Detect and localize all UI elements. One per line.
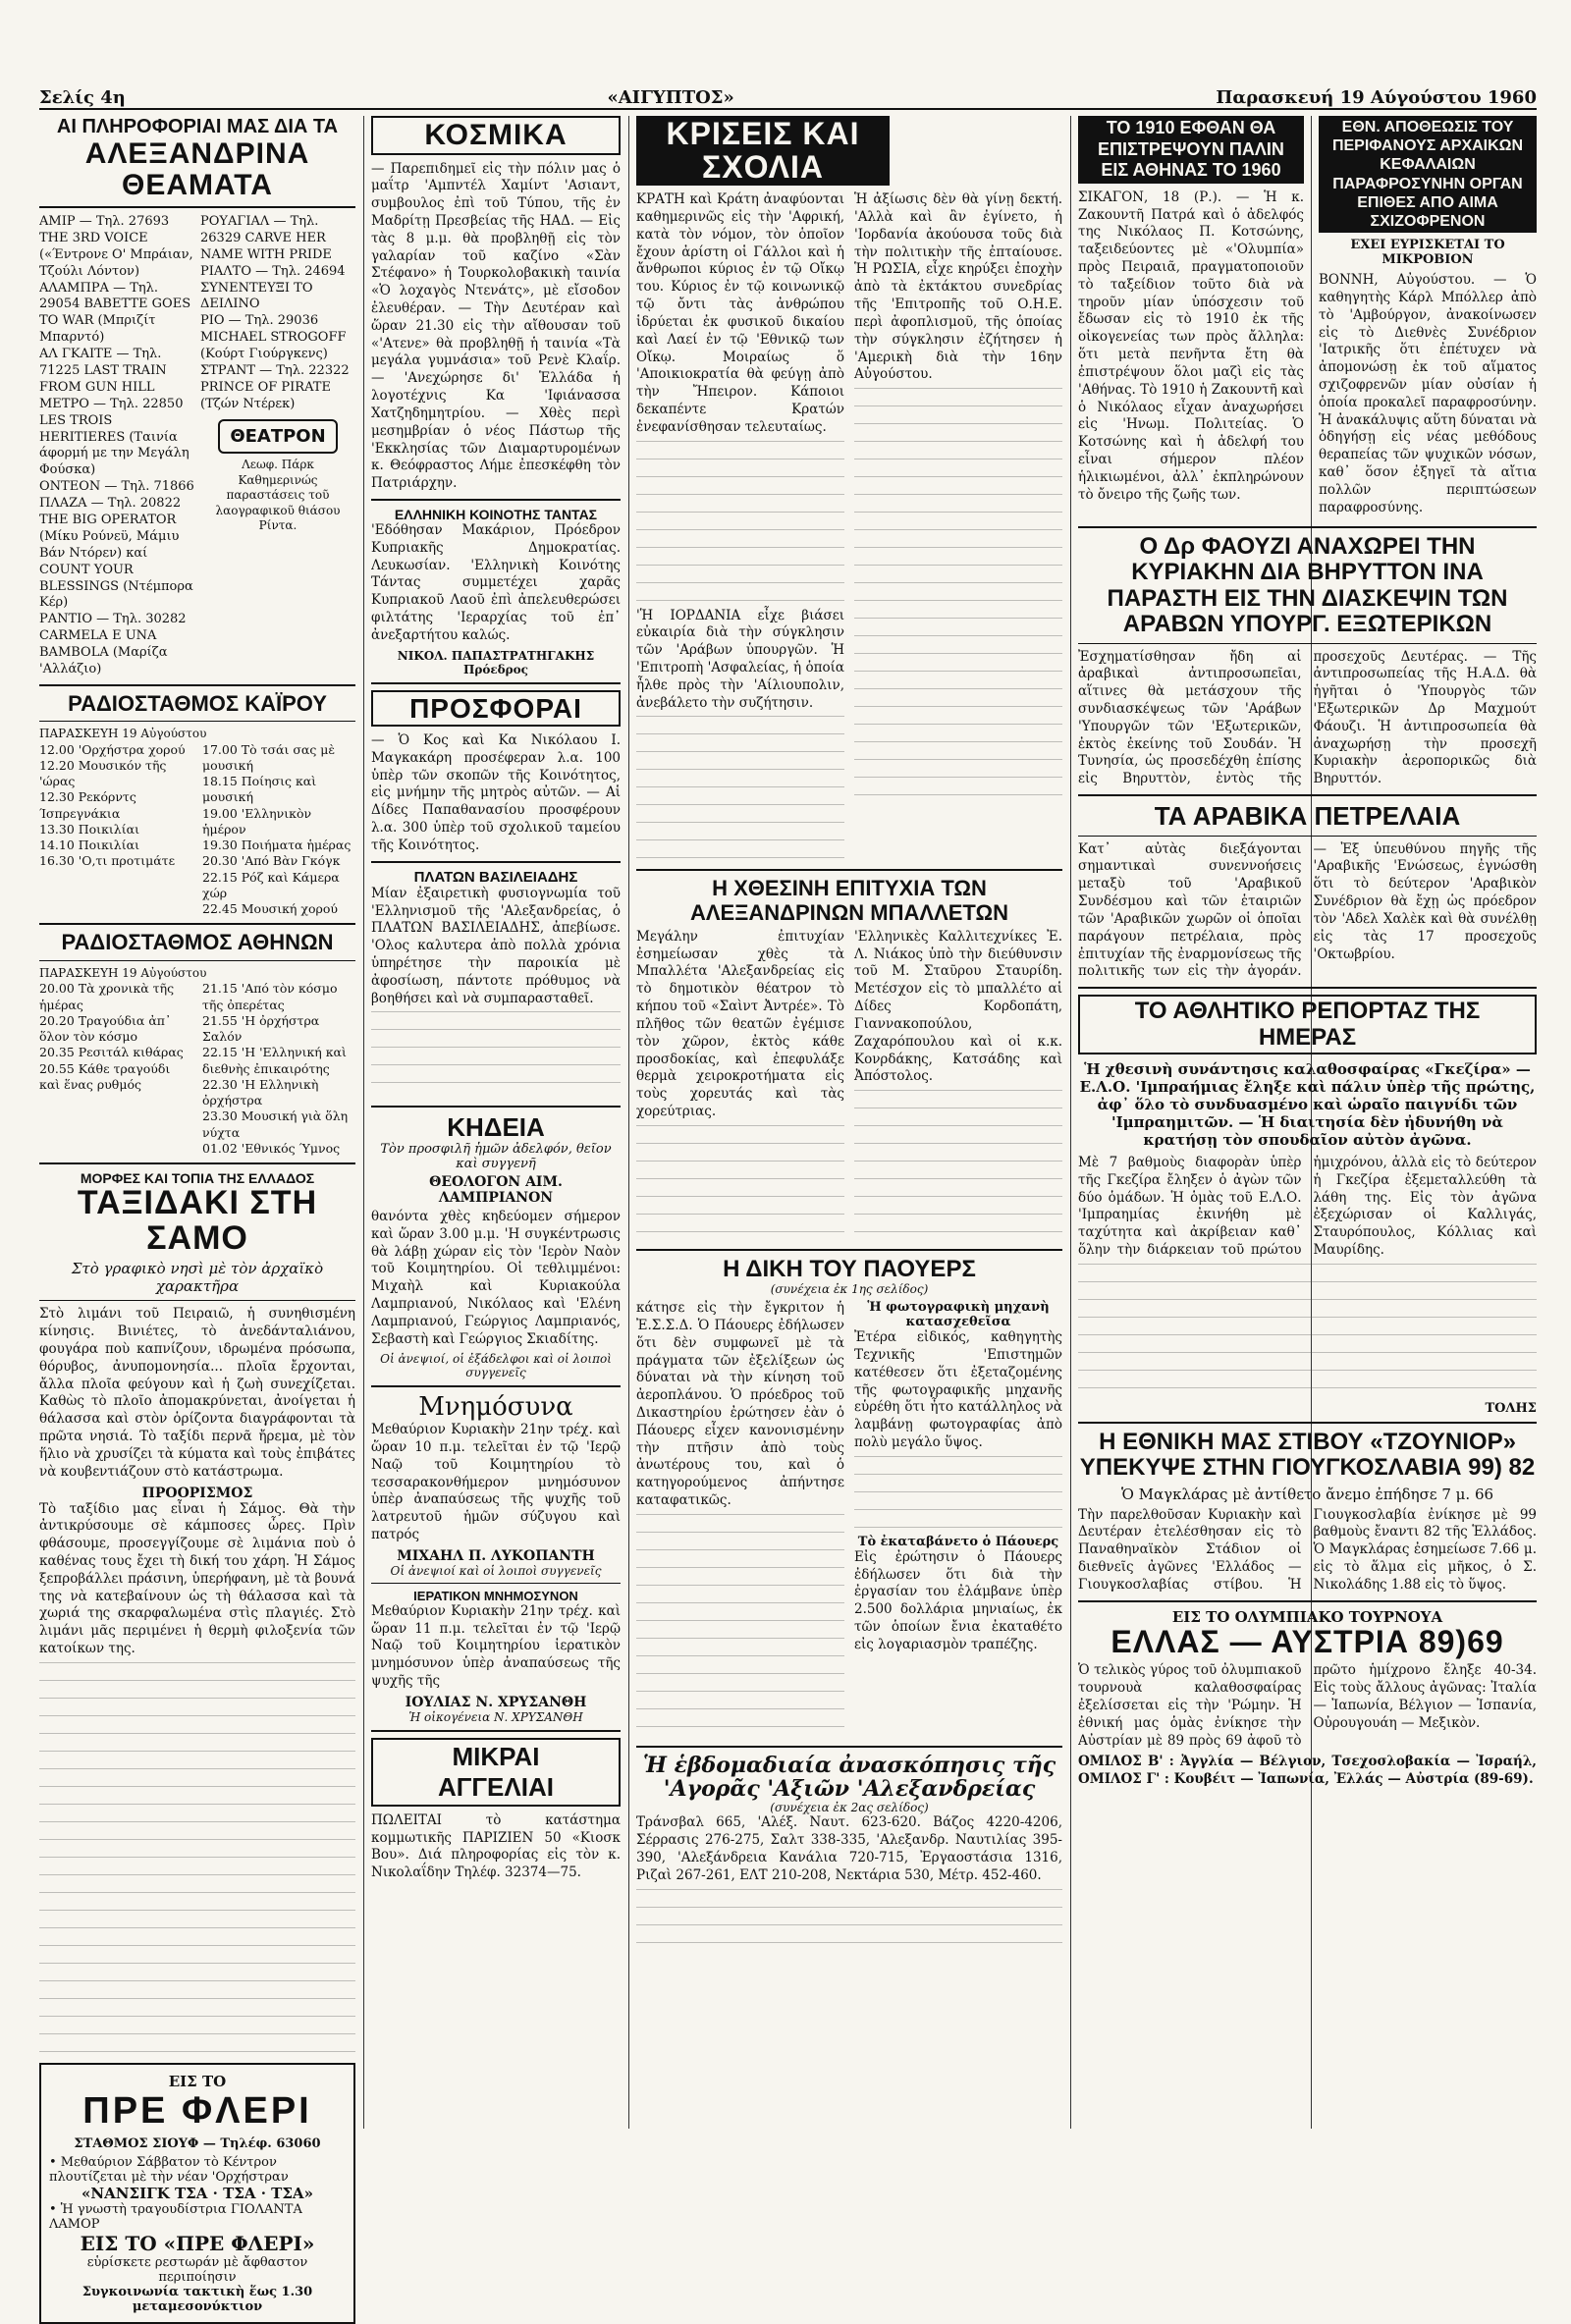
bourse-headline: Ἡ ἑβδομαδιαία ἀνασκόπησις τῆς 'Αγορᾶς 'Αξιῶν 'Αλεξανδρείας (642, 1752, 1056, 1803)
petroleum-body: Κατ᾽ αὐτὰς διεξάγονται σημαντικαὶ συνεννοήσεις μεταξὺ τοῦ 'Αραβικοῦ Συνδέσμου καὶ τῶν ἑταιριῶν τῶν 'Αραβικῶν χωρῶν οἱ ὁποῖαι παράγουν πετρέλαια, πρὸς ἐπιτυχίαν τῆς ἐναρμονίσεως τῆς πολιτικῆς των εἰς τὴν ἀγοράν. — Ἐξ ὑπευθύνου πηγῆς τῆς 'Αραβικῆς 'Ενώσεως, ἐγνώσθη ὅτι τὸ δεύτερον 'Αραβικὸν Συνέδριον θὰ ἔχῃ ὡς πρόεδρον τὸν 'Αδελ Χαλὲκ καὶ θὰ συνέλθῃ εἰς τὰς 17 προσεχοῦς 'Οκτωβρίου. (1078, 840, 1537, 980)
listing-item: ΟΝΤΕΟΝ — Τηλ. 71866 (39, 479, 194, 495)
fawzi-headline: Ο Δρ ΦΑΟΥΖΙ ΑΝΑΧΩΡΕΙ ΤΗΝ ΚΥΡΙΑΚΗΝ ΔΙΑ ΒΗΡΥΤΤΟΝ ΙΝΑ ΠΑΡΑΣΤΗ ΕΙΣ ΤΗΝ ΔΙΑΣΚΕΨΙΝ ΤΩΝ ΑΡΑΒΩΝ ΥΠΟΥΡΓ. ΕΞΩΤΕΡΙΚΩΝ (1107, 533, 1508, 638)
theatre-note: Λεωφ. Πάρκ Καθημερινώς παραστάσεις τοῦ λαογραφικοῦ θιάσου Ρίντα. (215, 458, 341, 533)
community-signature: ΝΙΚΟΛ. ΠΑΠΑΣΤΡΑΤΗΓΑΚΗΣ Πρόεδρος (397, 648, 595, 676)
commentary-body: ΚΡΑΤΗ καὶ Κράτη ἀναφύονται καθημερινῶς εἰς τὴν 'Αφρική, κατὰ τὸν νόμον, τὸν ὁποῖον ἔχουν ἀρίστη οἱ Γάλλοι καὶ ἡ ἄνθρωποι κύριος ἐν τῷ Οἴκῳ του. Κύριος ἐν τῷ κοινωνικῷ τῷ ὄντι τὰς ἀνθρώπου ἱδρύεται ἐκ φυσικοῦ δικαίου καὶ Λαεί ἐν τῷ 'Εθνικῷ των Οἴκῳ. Μοιραίως ὅ 'Αποικιοκρατία θὰ φεύγῃ ἀπὸ τὴν Ἤπειρον. Κάποιοι δεκαπέντε Κρατών ἐνεφανίσθησαν τελευταίως. (636, 191, 844, 435)
listing-item: ΡΙΑΛΤΟ — Τηλ. 24694 ΣΥΝΕΝΤΕΥΞΙ ΤΟ ΔΕΙΛΙΝΟ (200, 263, 346, 312)
ballet-columns (636, 929, 1062, 1243)
commentary-title: ΚΡΙΣΕΙΣ ΚΑΙ ΣΧΟΛΙΑ (636, 116, 890, 186)
memorials-body: Μεθαύριον Κυριακὴν 21ην τρέχ. καὶ ὥραν 10 π.μ. τελεῖται ἐν τῷ 'Ιερῷ Ναῷ τοῦ Κοιμητηρίου τὸ τεσσαρακονθήμερον μνημόσυνον ὑπὲρ ἀναπαύσεως τῆς ψυχῆς τοῦ λατρευτοῦ ἡμῶν σύζυγου καὶ πατρός (371, 1422, 621, 1542)
memorial-footer: Οἱ ἀνεψιοί καὶ οἱ λοιποὶ συγγενεῖς (390, 1563, 602, 1578)
memorial-name: ΙΟΥΛΙΑΣ Ν. ΧΡΥΣΑΝΘΗ (405, 1694, 587, 1710)
powers-headline: Η ΔΙΚΗ ΤΟΥ ΠΑΟΥΕΡΣ (723, 1255, 976, 1282)
olympic-groups: ΟΜΙΛΟΣ Β' : Ἀγγλία — Βέλγιον, Τσεχοσλοβακία — Ἰσραήλ, ΟΜΙΛΟΣ Γ' : Κουβέιτ — Ἰαπωνία, Ἐλλάς — Αὐστρία (89-69). (1078, 1754, 1537, 1788)
divider (39, 1300, 355, 1301)
memorial-footer: Ἡ οἰκογένεια Ν. ΧΡΥΣΑΝΘΗ (408, 1709, 583, 1724)
divider (371, 1730, 621, 1732)
ad-station: ΣΤΑΘΜΟΣ ΣΙΟΥΦ — Τηλέφ. 63060 (74, 2135, 321, 2151)
olympic-body: Ὁ τελικὸς γύρος τοῦ ὀλυμπιακοῦ τουρνουὰ καλαθοσφαίρας ἐξελίσσεται εἰς τὴν 'Ρώμην. Ἡ ἐθνική μας ὁμὰς ἐνίκησε τὴν Αὐστρίαν μὲ 89 πρὸς 69 ἀφοῦ τὸ πρῶτο ἡμίχρονο ἔληξε 40-34. Εἰς τοὺς ἄλλους ἀγῶνας: Ἰταλία — Ἰαπωνία, Βέλγιον — Ἰσπανία, Οὐρουγουάη — Μεξικὸν. (1078, 1662, 1537, 1749)
divider (636, 1746, 1062, 1748)
column-rule (363, 116, 364, 2129)
listing-item: ΠΛΑΖΑ — Τηλ. 20822 THE BIG OPERATOR (Μίκυ Ρούνεϋ, Μάμιυ Βάν Ντόρεν) καί COUNT YOUR BLESSINGS (Ντέμπορα Κέρ) (39, 496, 193, 611)
divider (1078, 1422, 1537, 1424)
funeral-footer: Οἱ ἀνεψιοί, οἱ ἐξάδελφοι καὶ οἱ λοιποὶ συγγενεῖς (380, 1352, 612, 1380)
powers-body: Εἰς ἐρώτησιν ὁ Πάουερς ἐδήλωσεν ὅτι διὰ τὴν ἐργασίαν του ἐλάμβανε ὑπὲρ 2.500 δολλάρια μηνιαίως, ἐκ τῶν ὁποίων ἔνια ἐκαταθέτο εἰς λογαριασμὸν τραπέζης. (854, 1548, 1062, 1652)
memorial-name: ΜΙΧΑΗΛ Π. ΛΥΚΟΠΑΝΤΗ (397, 1547, 595, 1564)
ballet-headline: Η ΧΘΕΣΙΝΗ ΕΠΙΤΥΧΙΑ ΤΩΝ ΑΛΕΞΑΝΔΡΙΝΩΝ ΜΠΑΛΛΕΤΩΝ (690, 876, 1008, 925)
divider (39, 721, 355, 722)
program-item: 22.15 Ρόζ καὶ Κάμερα χώρ (202, 869, 340, 900)
column-social (371, 116, 621, 1886)
radio-athens-title: ΡΑΔΙΟΣΤΑΘΜΟΣ ΑΘΗΝΩΝ (61, 930, 334, 955)
fawzi-body: Ἐσχηματίσθησαν ἤδη αἱ ἀραβικαὶ ἀντιπροσωπεῖαι, αἵτινες θὰ μετάσχουν τῆς συνδιασκέψεως τῶν 'Αράβων 'Υπουργῶν τῶν 'Εξωτερικῶν, ἐκτὸς ἐκείνης τοῦ Σουδάν. Ἡ Τυνησία, ὡς προσεδέχθη ἐπίσης εἰς Βηρυττὸν, ἐντὸς τῆς προσεχοῦς Δευτέρας. — Τῆς ἀντιπροσωπείας τῆς Η.Α.Δ. θὰ ἡγῆται ὁ 'Υπουργὸς τῶν 'Εξωτερικῶν Δρ Μαχμούτ Φάουζι. Ἡ ἀντιπροσωπεία θὰ ἀναχωρήσῃ τὴν προσεχῆ Κυριακὴν ἀεροπορικῶς διὰ Βηρυττόν. (1078, 648, 1537, 787)
divider (39, 684, 355, 686)
travel-subhead: ΠΡΟΟΡΙΣΜΟΣ (141, 1485, 253, 1501)
powers-continuation: (συνέχεια ἐκ 1ης σελίδος) (770, 1282, 929, 1297)
travel-headline: ΤΑΞΙΔΑΚΙ ΣΤΗ ΣΑΜΟ (77, 1184, 318, 1257)
program-item: 22.15 'Η 'Ελληνική καὶ διεθνὴς ἐπικαιρότης (202, 1045, 347, 1076)
kosmika-title: ΚΟΣΜΙΚΑ (371, 116, 621, 155)
program-item: 19.00 'Ελληνικὸν ἡμέρον (202, 805, 312, 837)
powers-subhead: Τὸ ἐκαταβάνετο ὁ Πάουερς (857, 1534, 1059, 1549)
cinema-list-left (39, 214, 194, 678)
program-item: 22.30 'Η Ελληνικὴ ὀρχήστρα (202, 1076, 319, 1108)
issue-date: Παρασκευή 19 Αύγούστου 1960 (1216, 87, 1537, 108)
newspaper-name: «ΑΙΓΥΠΤΟΣ» (607, 87, 734, 108)
sport-signature: ΤΟΛΗΣ (1485, 1400, 1537, 1416)
powers-subhead: Ἡ φωτογραφικὴ μηχανὴ κατασχεθεῖσα (867, 1300, 1050, 1330)
listing-item: ΡΑΝΤΙΟ — Τηλ. 30282 CARMELA E UNA BAMBOLA (Μαρίζα 'Αλλάζιο) (39, 612, 187, 677)
ad-line: • Ἡ γνωστὴ τραγουδίστρια ΓΙΟΛΑΝΤΑ ΛΑΜΟΡ (49, 2201, 302, 2232)
listing-item: ΑΛΑΜΠΡΑ — Τηλ. 29054 BABETTE GOES TO WAR (Μπριζίτ Μπαρντό) (39, 280, 191, 346)
travel-subheadline: Στὸ γραφικὸ νησὶ μὲ τὸν ἀρχαϊκὸ χαρακτῆρα (71, 1260, 324, 1296)
offerings-title: ΠΡΟΣΦΟΡΑΙ (371, 690, 621, 727)
divider (371, 682, 621, 684)
text-continuation (39, 1662, 355, 2055)
column-news (1078, 116, 1304, 508)
radio-cairo-title: ΡΑΔΙΟΣΤΑΘΜΟΣ ΚΑΪΡΟΥ (68, 690, 327, 716)
bourse-continuation: (συνέχεια ἐκ 2ας σελίδος) (770, 1801, 929, 1815)
divider (371, 499, 621, 501)
fawzi-story (1078, 520, 1537, 1793)
divider (1078, 987, 1537, 989)
ad-title: ΠΡΕ ΦΛΕΡΙ (82, 2089, 312, 2132)
community-title: ΕΛΛΗΝΙΚΗ ΚΟΙΝΟΤΗΣ ΤΑΝΤΑΣ (394, 506, 598, 522)
text-continuation (636, 1514, 844, 1740)
memorial-body: Μεθαύριον Κυριακὴν 21ην τρέχ. καὶ ὥραν 11 π.μ. τελεῖται ἐν τῷ 'Ιερῷ Ναῷ τοῦ Κοιμητηρίου ἱερατικὸν μνημόσυνον ὑπὲρ ἀναπαύσεως τῆς ψυχῆς τῆς (371, 1602, 621, 1690)
commentary-body: 'Ἡ ΙΟΡΔΑΝΙΑ εἶχε βιάσει εὐκαιρία διὰ τὴν σύγκλησιν τῶν 'Αράβων ὑπουργῶν. Ἡ 'Επιτροπὴ 'Ασφαλείας, ἡ ὁποία ἦλθε πρὸς τὴν 'Αίλιουπολιν, ἀνεβάλετο τὴν συζήτησιν. (636, 607, 844, 711)
commentary-columns (636, 191, 1062, 863)
petroleum-headline: ΤΑ ΑΡΑΒΙΚΑ ΠΕΤΡΕΛΑΙΑ (1154, 801, 1461, 832)
text-continuation (854, 1090, 1062, 1237)
divider (1078, 1600, 1537, 1602)
powers-columns (636, 1300, 1062, 1740)
funeral-name: ΘΕΟΛΟΓΟΝ ΑΙΜ. ΛΑΜΠΡΙΑΝΟΝ (429, 1173, 563, 1206)
funeral-intro: Τὸν προσφιλῆ ἡμῶν ἀδελφόν, θεῖον καὶ συγγενῆ (380, 1141, 612, 1171)
program-item: 13.30 Ποικιλίαι (39, 821, 139, 837)
page-number: Σελίς 4η (39, 87, 126, 108)
classifieds-box (371, 1738, 621, 1807)
ad-kicker: ΕΙΣ ΤΟ (168, 2072, 227, 2090)
radio-athens-program (39, 981, 355, 1157)
divider (1078, 643, 1537, 644)
bourse-body: Τράνσβαλ 665, 'Αλέξ. Ναυτ. 623-620. Βάζος 4220-4206, Σέρρασις 276-275, Σαλτ 338-335, 'Αλεξανδρ. Ναυτιλίας 395-390, 'Αλεξάνδρεια Κανάλια 720-715, Ἐργαοστάσια 1316, Ριζαὶ 267-261, ΕΛΤ 210-208, Νεκτάρια 530, Μέτρ. 452-460. (636, 1814, 1062, 1883)
text-continuation (371, 1011, 621, 1100)
funeral-title: ΚΗΔΕΙΑ (447, 1112, 545, 1143)
divider (636, 869, 1062, 871)
athletics-subheadline: Ὁ Μαγκλάρας μὲ ἀντίθετο ἄνεμο ἐπήδησε 7 μ. 66 (1120, 1485, 1494, 1503)
divider (371, 1583, 621, 1584)
text-continuation (636, 716, 844, 863)
text-continuation (636, 1125, 844, 1243)
travel-kicker: ΜΟΡΦΕΣ ΚΑΙ ΤΟΠΙΑ ΤΗΣ ΕΛΛΑΔΟΣ (80, 1170, 315, 1186)
ad-line: «ΝΑΝΣΙΓΚ ΤΣΑ · ΤΣΑ · ΤΣΑ» (81, 2184, 313, 2202)
program-item: 16.30 'Ο,τι προτιμάτε (39, 853, 176, 869)
program-item: 17.00 Τὸ τσάι σας μὲ μουσική (202, 741, 336, 773)
cinema-listings (39, 214, 355, 678)
divider (371, 1106, 621, 1108)
ballet-body: Μεγάλην ἐπιτυχίαν ἐσημείωσαν χθὲς τὰ Μπαλλέτα 'Αλεξανδρείας εἰς τὸ δημοτικὸν θέατρον τὸ κήπου τοῦ «Σαὶντ Ἀντρέε». Τὸ πλῆθος τῶν θεατῶν ἐγέμισε τὸν χῶρον, ἐκτὸς κάθε προσδοκίας, καὶ ἐπεφυλάξε θερμὰ χειροκροτήματα εἰς τοὺς χορευτάς καὶ τὰς χορεύτριας. (636, 928, 844, 1119)
athletics-headline: Η ΕΘΝΙΚΗ ΜΑΣ ΣΤΙΒΟΥ «ΤΖΟΥΝΙΟΡ» ΥΠΕΚΥΨΕ ΣΤΗΝ ΓΙΟΥΓΚΟΣΛΑΒΙΑ 99) 82 (1079, 1428, 1536, 1482)
program-item: 23.30 Μουσική γιὰ ὅλη νύχτα (202, 1108, 349, 1140)
page-header (39, 82, 1537, 110)
community-body: 'Εδόθησαν Μακάριον, Πρόεδρον Κυπριακῆς Δημοκρατίας. Λευκωσίαν. 'Ελληνικὴ Κοινότης Τάντας συμμετέχει χαρᾶς Κυπριακοῦ Λαοῦ ἐπὶ ἀπελευθερώσει φιλτάτης 'Ιεραρχίας τοῦ ἐπ᾽ ἀνεξαρτήτου καλώς. (371, 521, 621, 643)
program-item: 18.15 Ποίησις καὶ μουσική (202, 774, 317, 805)
travel-body: Τὸ ταξίδιο μας εἶναι ἡ Σάμος. Θὰ τὴν ἀντικρύσουμε σὲ κάμποσες ὧρες. Πρὶν φθάσουμε, προσεγγίζουμε σὲ λιμάνια ποὺ ὁ καθένας τους ἔχει τὴ δική του χάρη. Ἡ Σάμος ξεπροβάλλει πράσινη, ὑπερήφανη, μὲ τὰ βουνά της νὰ κατεβαίνουν ὡς τὴ θάλασσα καὶ τὰ χωριά της σκαρφαλωμένα στὶς πλαγιές. Στὸ λιμάνι μᾶς περιμένει ἡ θερμὴ φιλοξενία τῶν κατοίκων της. (39, 1500, 355, 1656)
program-item: 19.30 Ποιήματα ἡμέρας (202, 838, 352, 853)
sport-body: Μὲ 7 βαθμοὺς διαφορὰν ὑπὲρ τῆς Γκεζίρα ἔληξεν ὁ ἀγὼν τῶν δύο ὁμάδων. Ἡ ὁμὰς τοῦ Ε.Λ.Ο. 'Ιμπραημίας ἐκινήθη μὲ ταχύτητα καὶ ἀκρίβειαν καθ᾽ ὅλην τὴν διάρκειαν τοῦ πρώτου ἡμιχρόνου, ἀλλὰ εἰς τὸ δεύτερον ἡ Γκεζίρα ἐξεμεταλλεύθη τὰ λάθη της. Εἰς τὸν ἀγῶνα ἐξεχώρισαν οἱ Καλλιγάς, Σταυρόπουλος, Κόλλιας καὶ Μαυρίδης. (1078, 1154, 1537, 1258)
text-continuation (636, 441, 844, 608)
ad-line: εὑρίσκετε ρεστωράν μὲ ἄφθαστον περιποίησιν (86, 2254, 308, 2285)
ad-line: • Μεθαύριον Σάββατον τὸ Κέντρον πλουτίζεται μὲ τὴν νέαν 'Ορχήστραν (49, 2154, 289, 2185)
sport-lead: Ἡ χθεσινὴ συνάντησις καλαθοσφαίρας «Γκεζίρα» — Ε.Λ.Ο. 'Ιμπραήμιας ἔληξε καὶ πάλιν ὑπὲρ τῆς πρώτης, ἀφ᾽ ὅλο τὸ συνδυασμένο καὶ ὡραῖο παιγνίδι τῶν 'Ιμπραημιτῶν. — Ἡ διαιτησία δὲν ἠδυνήθη νὰ κρατήσῃ τὸν σπουδαῖον αὐτὸν ἀγῶνα. (1079, 1059, 1536, 1149)
text-continuation (1078, 1264, 1537, 1401)
listing-item: ΜΕΤΡΟ — Τηλ. 22850 LES TROIS HERITIERES (Ταινία άφορμή με την Μεγάλη Φούσκα) (39, 396, 190, 478)
classifieds-title: ΑΓΓΕΛΙΑΙ (438, 1771, 554, 1802)
classifieds-body: ΠΩΛΕΙΤΑΙ τὸ κατάστημα κομμωτικῆς ΠΑΡΙΖΙΕΝ 50 «Κιοσκ Βου». Διά πληροφορίας εἰς τὸν κ. Νικολαΐδην Τηλέφ. 32374—75. (371, 1811, 621, 1881)
radio-athens-date: ΠΑΡΑΣΚΕΥΗ 19 Αὐγούστου (39, 965, 207, 980)
cinema-headline: ΑΛΕΞΑΝΔΡΙΝΑ ΘΕΑΜΑΤΑ (84, 137, 310, 201)
listing-item: ΑΜΙΡ — Τηλ. 27693 THE 3RD VOICE («Έντρονε Ο' Μπράιαν, Τζούλι Λόντον) (39, 214, 193, 279)
divider (1078, 794, 1537, 796)
cinema-kicker: ΑΙ ΠΛΗΡΟΦΟΡΙΑΙ ΜΑΣ ΔΙΑ ΤΑ (56, 116, 339, 137)
divider (1078, 526, 1537, 528)
text-continuation (636, 1889, 1062, 1948)
text-continuation (854, 388, 1062, 800)
program-item: 20.20 Τραγούδια ἀπ᾽ ὅλον τὸν κόσμο (39, 1012, 172, 1044)
emigrants-headline: ΤΟ 1910 ΕΦΘΑΝ ΘΑ ΕΠΙΣΤΡΕΨΟΥΝ ΠΑΛΙΝ ΕΙΣ ΑΘΗΝΑΣ ΤΟ 1960 (1078, 116, 1304, 184)
powers-body: Ἐτέρα εἰδικός, καθηγητὴς Τεχνικῆς 'Επιστημῶν κατέθεσεν ὅτι ἐξεταζομένης τῆς φωτογραφικῆς μηχανῆς εὑρέθη ὅτι ἦτο κατάλληλος νὰ λαμβάνῃ φωτογραφίας ἀπὸ πολὺ μεγάλο ὕψος. (854, 1329, 1062, 1451)
program-item: 21.15 'Από τὸν κόσμο τῆς ὀπερέτας (202, 981, 338, 1012)
program-item: 22.45 Μουσική χορού (202, 901, 338, 917)
emigrants-body: ΣΙΚΑΓΟΝ, 18 (Ρ.). — Ἡ κ. Ζακουντῆ Πατρά καὶ ὁ ἀδελφός της Νικόλαος Π. Κοτσώνης, ταξειδεύοντες μὲ «'Ολυμπία» πρὸς Πειραιᾶ, πραγματοποιοῦν τὸ ταξείδιον τοῦτο διὰ νὰ τηροῦν μίαν ὑπόσχεσιν τοῦ ἔδωσαν εἰς τὸ 1910 ἐκ τῆς οἰκογενείας των πρὸς ἄλληλα: ὅτι μετὰ πενῆντα ἔτη θὰ ἐπιστρέψουν ὅλοι μαζὶ εἰς τὰς 'Αθήνας. Τὸ 1910 ἡ Ζακουντῆ καὶ ὁ Νικόλαος εἶχαν ἀναχωρήσει εἰς 'Ηνωμ. Πολιτείας. Ὁ Κοτσώνης καὶ ἡ ἀδελφή του εἶναι σήμερον πλέον ἡλικιωμένοι, ἀλλ᾽ ἐκπληρώνουν τὸ ὄνειρο τῆς ζωῆς των. (1078, 189, 1304, 503)
pre-fleuri-advertisement (39, 2063, 355, 2324)
divider (636, 1249, 1062, 1251)
program-item: 14.10 Ποικιλίαι (39, 838, 139, 853)
program-item: 12.20 Μουσικόν τῆς 'ώρας (39, 757, 167, 789)
cinema-list-right (200, 214, 355, 678)
divider (371, 861, 621, 863)
kosmika-body: — Παρεπιδημεῖ εἰς τὴν πόλιν μας ὁ μαΐτρ 'Αμπντέλ Χαμίντ 'Ασιαντ, συμβουλος ἐπὶ τοῦ Τύπου, τῆς ἐν Μαδρίτῃ Πρεσβείας τῆς ΗΑΔ. — Εἰς τὰς 8 μ.μ. θὰ προβληθῇ εἰς τὸν γαλαρίαν τοῦ καζίνο «Σὰν Στέφανο» ἡ Τουρκολοβακικὴ ταινία «Ὁ λοχαγὸς Ντενάτς», μὲ εἴσοδον ἐλευθέραν. — Τὴν Δευτέραν καὶ ὥραν 21.30 εἰς τὴν αἴθουσαν τοῦ «'Ατενε» θὰ προβληθῇ ἡ ταινία «Τὰ μεγάλα γυμνάσια» τοῦ Ρενὲ Κλαΐρ. — 'Ανεχώρησε δι' Ἑλλάδα ἡ λογοτέχνις Κα 'Ιφιάνασσα Χατζηδημητρίου. — Χθὲς περὶ μεσημβρίαν ὁ νέος Πάστωρ τῆς 'Εκκλησίας τῶν Διαμαρτυρομένων κ. Θεόφραστος Λήμε ἐπεσκέφθη τὸν Πατριάρχην. (371, 160, 621, 492)
science-headline: ΕΘΝ. ΑΠΟΘΕΩΣΙΣ ΤΟΥ ΠΕΡΙΦΑΝΟΥΣ ΑΡΧΑΙΚΩΝ ΚΕΦΑΛΑΙΩΝ ΠΑΡΑΦΡΟΣΥΝΗΝ ΟΡΓΑΝ ΕΠΙΘΕΣ ΑΠΟ ΑΙΜΑ ΣΧΙΖΟΦΡΕΝΟΝ (1319, 116, 1537, 233)
divider (39, 923, 355, 925)
listing-item: ΑΛ ΓΚΑΙΤΕ — Τηλ. 71225 LAST TRAIN FROM GUN HILL (39, 347, 167, 395)
radio-cairo-date: ΠΑΡΑΣΚΕΥΗ 19 Αὐγούστου (39, 727, 207, 741)
column-rule (1070, 116, 1071, 2129)
text-continuation (854, 1456, 1062, 1535)
funeral-body: θανόντα χθὲς κηδεύομεν σήμερον καὶ ὥραν 3.00 μ.μ. 'Η συγκέντρωσις θὰ λάβῃ χώραν εἰς τὸν 'Ιερὸν Ναὸν τοῦ Κοιμητηρίου. Οἱ τεθλιμμένοι: Μιχαὴλ καὶ Κυριακούλα Λαμπριανού, Νικόλαος καὶ 'Ελένη Λαμπριανού, Γεώργιος Λαμπριανός, Σεβαστὴ καὶ Γεώργιος Σκιαδίτης. (371, 1208, 621, 1347)
obituary-body: Μίαν ἐξαιρετικὴ φυσιογνωμία τοῦ 'Ελληνισμοῦ τῆς 'Αλεξανδρείας, ὁ ΠΛΑΤΩΝ ΒΑΣΙΛΕΙΑΔΗΣ, ἀπεβίωσε. 'Ολος καλυτερα ἀπὸ πολλὰ χρόνια ὑπηρέτησε τὴν παροικία μὲ ἀφοσίωση, πάντοτε πρόθυμος νὰ βοηθήσει καὶ νὰ συμπαρασταθεῖ. (371, 885, 621, 1006)
divider (371, 1385, 621, 1387)
program-item: 12.30 Ρεκόρντς Ίσπρεγνάκια (39, 789, 136, 821)
program-item: 20.55 Κάθε τραγούδι καὶ ἕνας ρυθμός (39, 1060, 171, 1092)
ad-line: Συγκοινωνία τακτικὴ ἕως 1.30 μεταμεσονύκτιον (81, 2284, 313, 2314)
classifieds-title: ΜΙΚΡΑΙ (452, 1741, 540, 1771)
ballet-body: 'Ελληνικὲς Καλλιτεχνίκες Ἐ. Λ. Νιάκος ὑπὸ τὴν διεύθυνσιν τοῦ Μ. Σταῦρου Σταυρίδη. Μετέσχον εἰς τὸ μπαλλέτο αἱ Δίδες Κορδοπάτη, Γιαννακοπούλου, Ζαχαρόπουλου καὶ οἱ κ.κ. Κονρδάκης, Κατσάδης καὶ Ἀπόστολος. (854, 928, 1062, 1085)
listing-item: ΡΙΟ — Τηλ. 29036 MICHAEL STROGOFF (Κούρτ Γιούργκενς) (200, 313, 347, 362)
olympic-headline: ΕΛΛΑΣ — ΑΥΣΤΡΙΑ 89)69 (1111, 1623, 1504, 1659)
divider (39, 206, 355, 208)
offerings-body: — Ὁ Κος καὶ Κα Νικόλαου Ι. Μαγκακάρη προσέφεραν λ.α. 100 ὑπὲρ τῶν σκοπῶν τῆς Κοινότητος, εἰς μνήμην τῆς μητρὸς αὐτῶν. — Αἱ Δίδες Παπαθανασίου προσφέρουν λ.α. 300 ὑπὲρ τοῦ σχολικοῦ ταμείου τῆς Κοινότητος. (371, 732, 621, 853)
column-commentary (636, 116, 1062, 1948)
science-body: ΒΟΝΝΗ, Αὐγούστου. — Ὁ καθηγητὴς Κάρλ Μπόλλερ ἀπὸ τὸ 'Αμβούργον, ἀνακοίνωσεν εἰς τὸ Διεθνὲς Συνέδριον 'Ιατρικῆς ὅτι ἐπέτυχεν νὰ ἀπομονώσῃ ἐκ τοῦ αἵματος σχιζοφρενῶν μίαν οὐσίαν ἡ ὁποία προκαλεῖ παραφροσύνην. Ἡ ἀνακάλυψις αὕτη δύναται νὰ ὁδηγήσῃ εἰς νέας μεθόδους θεραπείας τῶν ψυχικῶν νόσων, καθ᾽ ὅσον ἐξηγεῖ τὰ αἴτια πολλῶν περιπτώσεων παραφροσύνης. (1319, 272, 1537, 515)
listing-item: ΡΟΥΑΓΙΑΛ — Τηλ. 26329 CARVE HER NAME WITH PRIDE (200, 214, 332, 262)
column-rule (628, 116, 629, 2129)
column-entertainment (39, 116, 355, 2324)
memorial-title: ΙΕΡΑΤΙΚΟΝ ΜΝΗΜΟΣΥΝΟΝ (413, 1588, 578, 1603)
radio-cairo-program (39, 742, 355, 918)
program-item: 21.55 'Η ὀρχήστρα Σαλόν (202, 1012, 320, 1044)
powers-body: κάτησε εἰς τὴν ἔγκριτον ἡ Ἐ.Σ.Σ.Δ. Ὁ Πάουερς ἐδήλωσεν ὅτι δὲν συμφωνεῖ μὲ τὰ πράγματα τῶν ἐξελίξεων ὡς δύναται νὰ τὴν κίνηση τοῦ ἀεροπλάνου. Ὁ πρόεδρος τοῦ Δικαστηρίου ἐρώτησεν ἐὰν ὁ Πάουερς εἶχεν κανονισμένην τὴν πτῆσιν ἀπὸ τοὺς ἀνωτέρους του, καὶ ὁ κατηγορούμενος ἀπήντησε καταφατικῶς. (636, 1300, 844, 1509)
program-item: 20.35 Ρεσιτάλ κιθάρας (39, 1045, 184, 1060)
olympic-kicker: ΕΙΣ ΤΟ ΟΛΥΜΠΙΑΚΟ ΤΟΥΡΝΟΥΑ (1171, 1607, 1443, 1626)
listing-item: ΣΤΡΑΝΤ — Τηλ. 22322 PRINCE OF PIRATE (Τζών Ντέρεκ) (200, 363, 350, 411)
program-item: 12.00 'Ορχήστρα χορού (39, 741, 186, 757)
program-item: 20.00 Τὰ χρονικὰ τῆς ἡμέρας (39, 981, 175, 1012)
commentary-body: Ἡ ἀξίωσις δὲν θὰ γίνῃ δεκτή. 'Αλλὰ καὶ ἂν ἐγίνετο, ἡ 'Ιορδανία ἀκούουσα τοῦς διὰ τὴν πολιτικὴν τῆς ἐπταίουσε. Ἡ ΡΩΣΙΑ, εἶχε κηρύξει ἐποχὴν ἀπὸ τὰ ἐκτάκτου συνεδρίας τῆς 'Επιτροπῆς τοῦ Ο.Η.Ε. περὶ ἀφοπλισμοῦ, τῆς ὁποίας τὴν σύγκλησιν ἐζήτησεν ἡ 'Αμερικὴ διὰ τὴν 16ην Αὐγούστου. (854, 191, 1062, 383)
science-subheadline: ΕΧΕΙ ΕΥΡΙΣΚΕΤΑΙ ΤΟ ΜΙΚΡΟΒΙΟΝ (1350, 238, 1505, 268)
sport-headline: ΤΟ ΑΘΛΗΤΙΚΟ ΡΕΠΟΡΤΑΖ ΤΗΣ ΗΜΕΡΑΣ (1078, 995, 1537, 1054)
athletics-body: Τὴν παρελθοῦσαν Κυριακὴν καὶ Δευτέραν ἐτελέσθησαν εἰς τὸ Παναθηναϊκὸν Στάδιον οἱ διεθνεῖς ἀγῶνες 'Ελλάδος — Γιουγκοσλαβίας στίβου. Ἡ Γιουγκοσλαβία ἐνίκησε μὲ 99 βαθμοὺς ἔναντι 82 τῆς Ἑλλάδος. Ὁ Μαγκλάρας ἐσημείωσε 7.66 μ. εἰς τὸ ἅλμα εἰς μῆκος, ὁ Σ. Νικολάδης 1.88 εἰς τὸ ὕψος. (1078, 1506, 1537, 1593)
divider (39, 1162, 355, 1164)
travel-body: Στὸ λιμάνι τοῦ Πειραιῶ, ἡ συνηθισμένη κίνησις. Βινιέτες, τὸ ἀνεδάνταλιάνου, φουγάρα ποὺ καπνίζουν, ιδρωμένα πρόσωπα, θόρυβος, ἀνυπομονησία... πλοῖα ἔρχονται, ἄλλα πλοῖα φεύγουν καὶ ἡ ζωὴ συνεχίζεται. Καθὼς τὸ πλοῖο ἀπομακρύνεται, ἀνοίγεται ἡ θάλασσα καὶ στὸν ὁρίζοντα διαγράφονται τὰ πρῶτα νησιά. Τὸ ταξίδι περνᾶ ἤρεμα, μὲ τὸν ἥλιο νὰ χρυσίζει τὰ κύματα καὶ τοὺς ἐπιβάτες νὰ κουβεντιάζουν στὸ κατάστρωμα. (39, 1306, 355, 1480)
program-item: 20.30 'Από Βὰν Γκόγκ (202, 853, 341, 869)
divider (1078, 836, 1537, 837)
column-science (1319, 116, 1537, 521)
ad-line: ΕΙΣ ΤΟ «ΠΡΕ ΦΛΕΡΙ» (80, 2231, 315, 2255)
obituary-title: ΠΛΑΤΩΝ ΒΑΣΙΛΕΙΑΔΗΣ (413, 868, 578, 886)
program-item: 01.02 'Εθνικός Ύμνος (202, 1140, 341, 1156)
memorials-title: Μνημόσυνα (418, 1392, 573, 1423)
theatre-logo: ΘΕΑΤΡΟΝ (218, 419, 337, 454)
divider (39, 960, 355, 961)
